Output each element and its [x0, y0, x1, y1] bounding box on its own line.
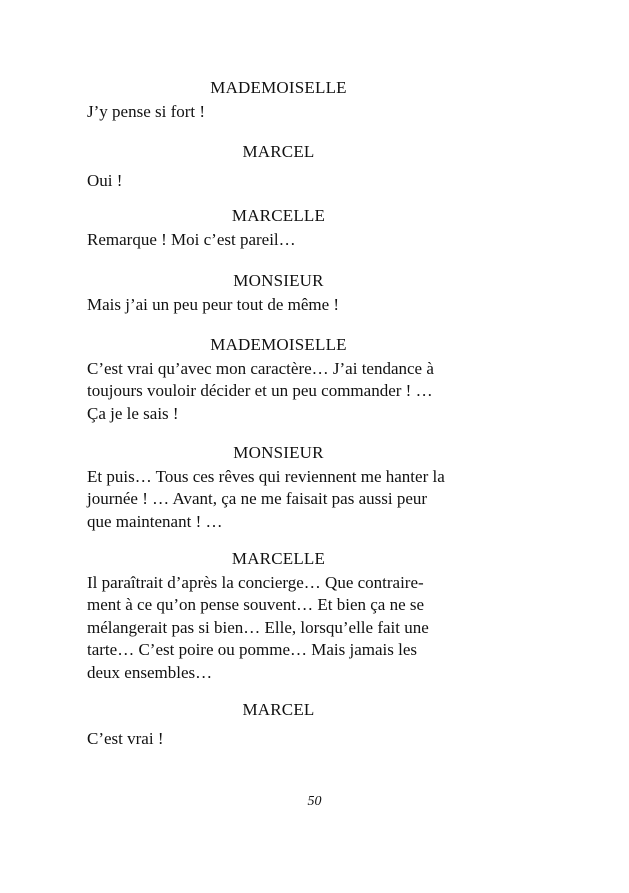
dialogue-line: ment à ce qu’on pense souvent… Et bien ça ne se — [87, 595, 425, 615]
dialogue-line: Oui ! — [87, 171, 123, 190]
dialogue-line: Remarque ! Moi c’est pareil… — [87, 230, 296, 249]
dialogue-block-5 — [87, 334, 470, 425]
dialogue-block-3 — [87, 205, 470, 251]
dialogue-line: Mais j’ai un peu peur tout de même ! — [87, 295, 340, 314]
speaker-name: MARCEL — [242, 142, 315, 161]
dialogue-line: Il paraîtrait d’après la concierge… Que contraire- — [87, 573, 424, 592]
dialogue-block-8 — [87, 699, 470, 750]
dialogue-line: C’est vrai qu’avec mon caractère… J’ai tendance à — [87, 359, 434, 378]
speaker-name: MARCELLE — [231, 206, 326, 225]
dialogue-line: Et puis… Tous ces rêves qui reviennent me hanter la — [87, 467, 445, 486]
dialogue-line: deux ensembles… — [87, 662, 213, 682]
speaker-name: MARCELLE — [231, 549, 326, 568]
speaker-name: MADEMOISELLE — [210, 78, 347, 97]
dialogue-line: J’y pense si fort ! — [87, 102, 206, 121]
dialogue-block-1 — [87, 77, 470, 123]
dialogue-line: mélangerait pas si bien… Elle, lorsqu’elle fait une — [87, 617, 429, 637]
dialogue-line: tarte… C’est poire ou pomme… Mais jamais les — [87, 640, 418, 660]
page-number: 50 — [307, 794, 322, 809]
dialogue-line: Ça je le sais ! — [87, 403, 179, 423]
dialogue-block-2 — [87, 141, 470, 192]
dialogue-line: journée ! … Avant, ça ne me faisait pas aussi peur — [87, 489, 428, 509]
speaker-name: MADEMOISELLE — [210, 335, 347, 354]
speaker-name: MONSIEUR — [233, 443, 324, 462]
dialogue-line: C’est vrai ! — [87, 729, 164, 748]
speaker-name: MONSIEUR — [233, 271, 324, 290]
dialogue-line: que maintenant ! … — [87, 511, 223, 531]
speaker-name: MARCEL — [242, 700, 315, 719]
dialogue-block-4 — [87, 270, 470, 316]
dialogue-line: toujours vouloir décider et un peu commander ! … — [87, 381, 433, 401]
dialogue-block-6 — [87, 442, 470, 533]
dialogue-block-7 — [87, 548, 470, 684]
